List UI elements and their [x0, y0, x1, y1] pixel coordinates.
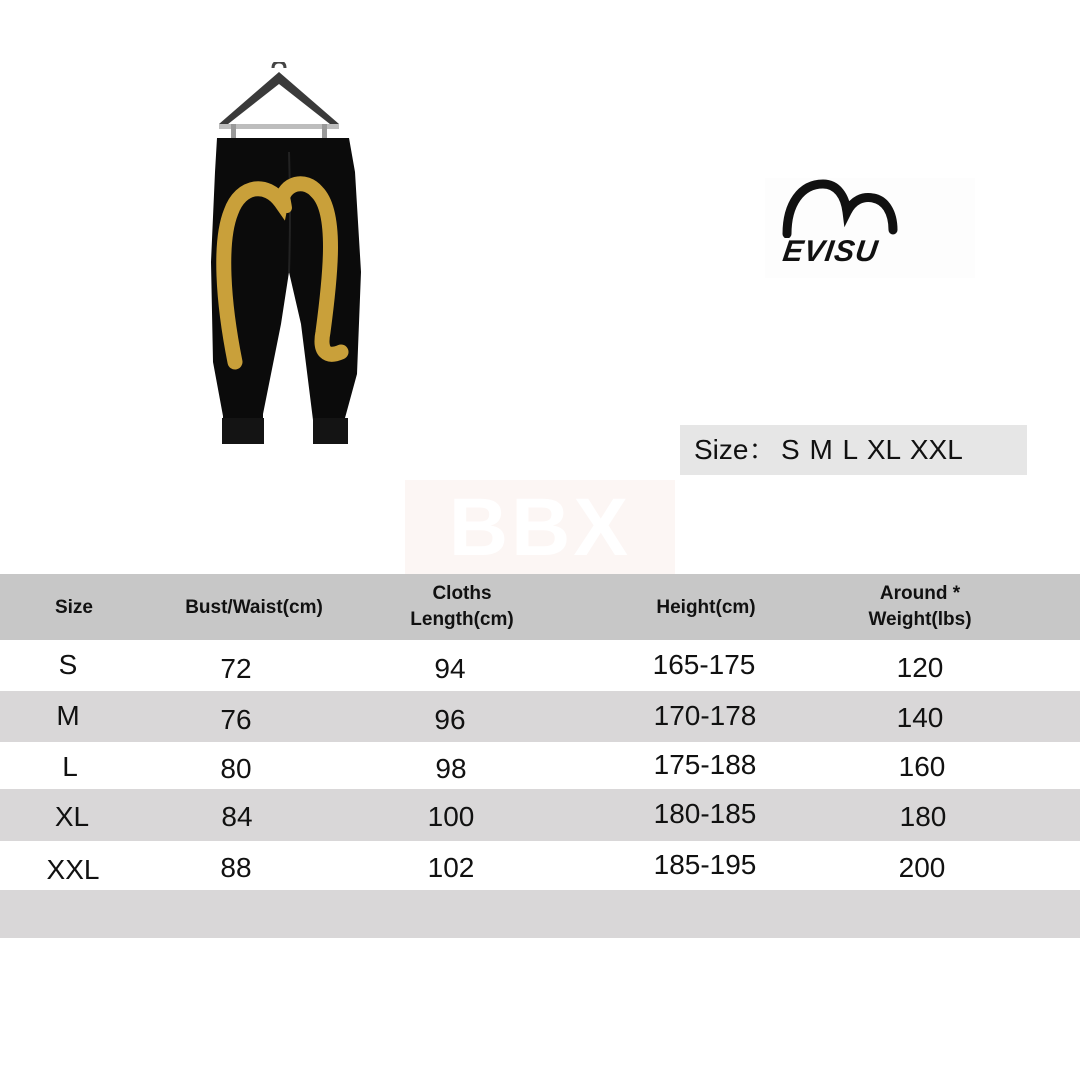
cell-weight: 140	[896, 702, 944, 733]
table-row	[0, 789, 1080, 841]
header-length-line2: Length(cm)	[410, 609, 514, 630]
cell-bust-waist: 88	[220, 852, 252, 883]
header-length-line1: Cloths	[432, 583, 492, 604]
product-image	[205, 62, 380, 454]
cell-weight: 120	[896, 652, 944, 683]
table-header-row	[0, 574, 1080, 640]
cell-length: 94	[434, 653, 466, 684]
header-size: Size	[54, 597, 94, 618]
cell-size: XXL	[46, 854, 100, 885]
cell-bust-waist: 76	[220, 704, 252, 735]
table-row	[0, 691, 1080, 742]
header-weight	[868, 581, 971, 633]
evisu-seagull-icon	[781, 178, 899, 238]
cell-size: S	[58, 649, 78, 680]
header-weight-line1: Around *	[879, 583, 961, 604]
cell-height: 170-178	[653, 700, 757, 731]
cell-height: 185-195	[653, 849, 757, 880]
header-bust-waist: Bust/Waist(cm)	[185, 597, 323, 618]
cell-length: 100	[427, 801, 475, 832]
brand-logo	[765, 178, 975, 278]
table-row	[0, 640, 1080, 691]
cell-bust-waist: 80	[220, 753, 252, 784]
header-length	[410, 581, 513, 633]
cell-size: XL	[54, 801, 90, 832]
table-row	[0, 841, 1080, 891]
cell-weight: 180	[899, 801, 947, 832]
size-chart-table	[0, 574, 1080, 891]
cell-weight: 200	[898, 852, 946, 883]
cell-length: 96	[434, 704, 466, 735]
cell-bust-waist: 84	[221, 801, 253, 832]
cell-bust-waist: 72	[220, 653, 252, 684]
header-weight-line2: Weight(lbs)	[868, 609, 972, 630]
hanger-icon	[219, 62, 339, 140]
brand-wordmark: EVISU	[780, 235, 881, 268]
size-summary-values: S M L XL XXL	[781, 434, 963, 465]
cell-length: 102	[427, 852, 475, 883]
cell-height: 165-175	[652, 649, 756, 680]
watermark: BBX	[405, 480, 675, 575]
size-summary-label: Size：	[694, 434, 777, 465]
cell-size: L	[62, 751, 78, 782]
cell-size: M	[56, 700, 80, 731]
table-footer-band	[0, 890, 1080, 938]
cell-height: 175-188	[653, 749, 757, 780]
cell-height: 180-185	[653, 798, 757, 829]
table-row	[0, 742, 1080, 789]
cell-length: 98	[435, 753, 467, 784]
size-summary	[680, 425, 1027, 475]
header-height: Height(cm)	[656, 597, 756, 618]
pants-illustration	[205, 62, 380, 454]
cell-weight: 160	[898, 751, 946, 782]
